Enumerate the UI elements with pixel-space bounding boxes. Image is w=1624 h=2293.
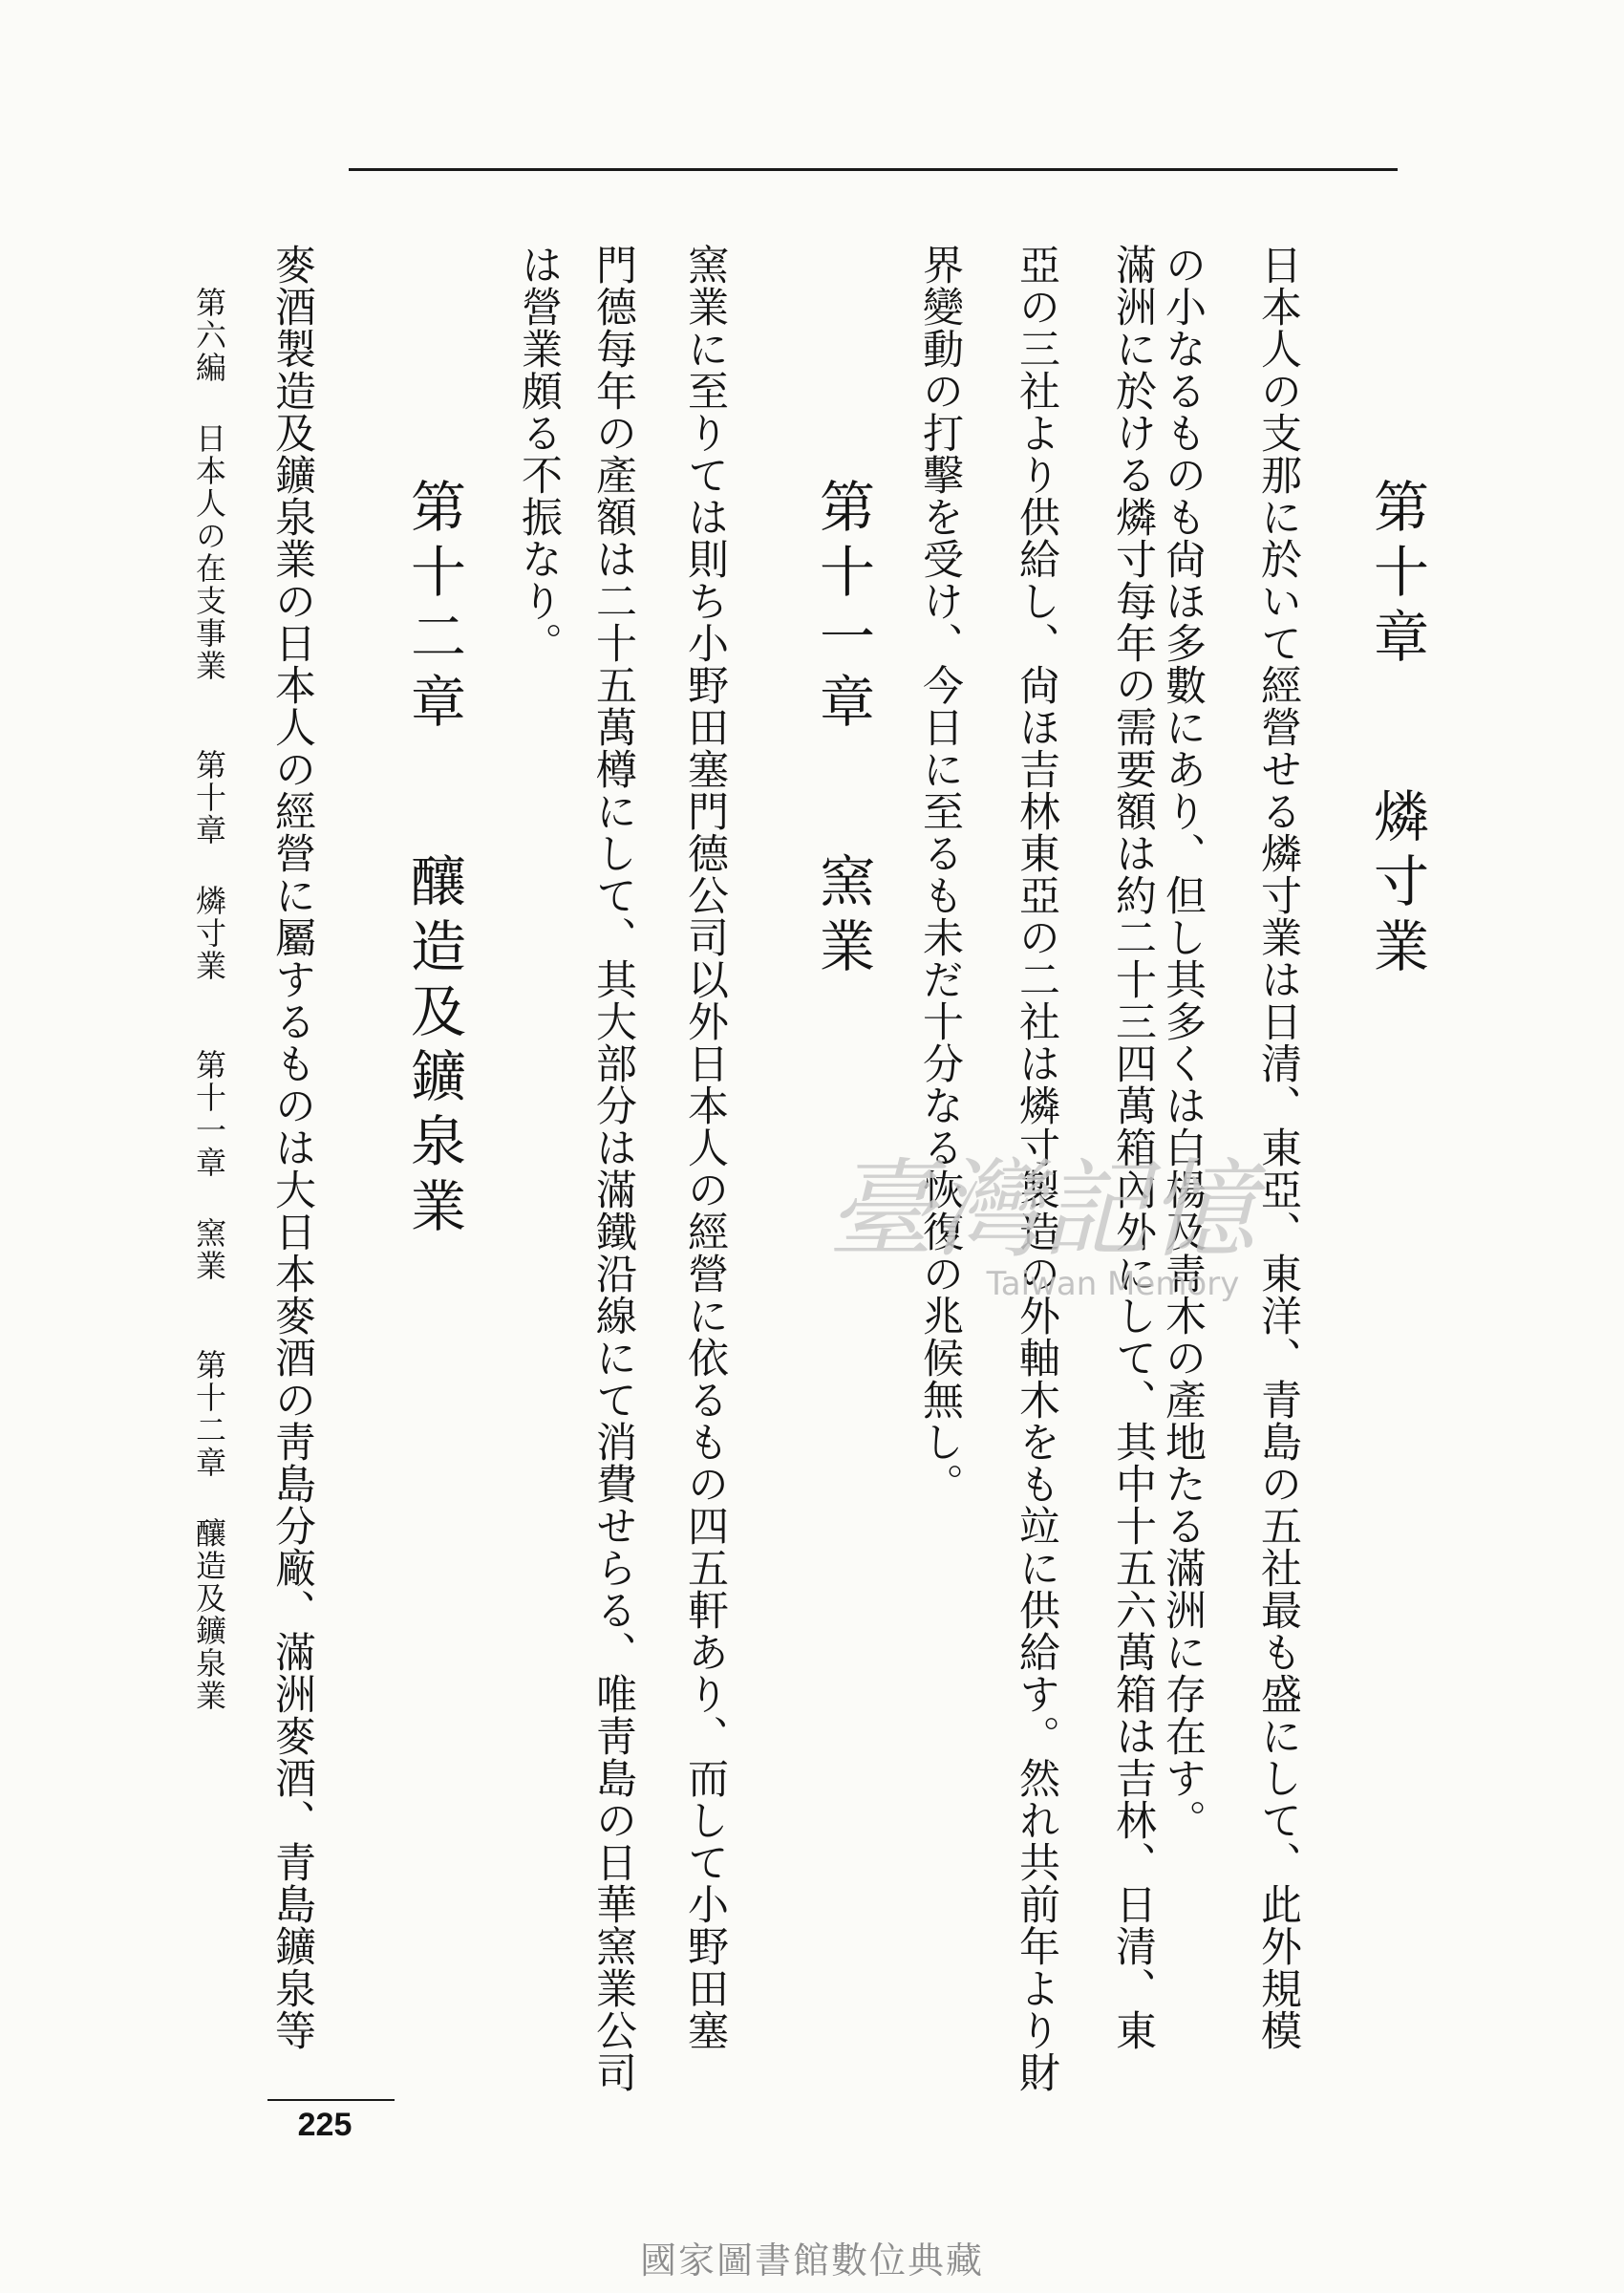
- page-number: 225: [297, 2107, 353, 2143]
- header-rule: [349, 168, 1398, 171]
- chapter10-number: 第十章: [1364, 478, 1429, 673]
- running-header-ch11: 第十一章: [191, 1049, 227, 1179]
- taiwan-memory-watermark: [812, 1142, 1271, 1304]
- chapter12-number: 第十二章: [401, 478, 466, 738]
- chapter10-line-1: 日本人の支那に於いて經營せる燐寸業は日清、東亞、東洋、青島の五社最も盛にして、此外規模: [1254, 244, 1302, 2051]
- chapter11-line-1: 窯業に至りては則ち小野田塞門德公司以外日本人の經營に依るもの四五軒あり、而して小野田塞: [681, 244, 729, 2051]
- footer-caption: 國家圖書館數位典藏: [639, 2239, 984, 2282]
- chapter10-line-4: 亞の三社より供給し、尙ほ吉林東亞の二社は燐寸製造の外軸木をも竝に供給す。然れ共前年より財: [1013, 244, 1060, 2093]
- chapter12-title: [394, 478, 474, 1242]
- chapter11-name: 窯業: [810, 852, 875, 982]
- chapter12-line-1: 麥酒製造及鑛泉業の日本人の經營に屬するものは大日本麥酒の靑島分廠、滿洲麥酒、青島鑛泉等: [268, 244, 316, 2051]
- running-header-part-title: 日本人の在支事業: [191, 422, 227, 682]
- running-header-ch12: 第十二章: [191, 1349, 227, 1479]
- running-header-ch10-title: 燐寸業: [191, 885, 227, 982]
- chapter10-title: [1357, 478, 1437, 982]
- running-header-ch10: 第十章: [191, 749, 227, 846]
- chapter10-name: 燐寸業: [1364, 787, 1429, 982]
- chapter10-line-3: 滿洲に於ける燐寸每年の需要額は約二十三四萬箱內外にして、其中十五六萬箱は吉林、日清、東: [1109, 244, 1157, 2051]
- running-header: [187, 287, 231, 1712]
- chapter11-number: 第十一章: [810, 478, 875, 738]
- running-header-ch12-title: 釀造及鑛泉業: [191, 1517, 227, 1712]
- running-header-part: 第六編: [191, 287, 227, 384]
- chapter11-title: [802, 478, 883, 982]
- watermark-main-text: 臺灣記憶: [827, 1148, 1255, 1273]
- chapter10-line-2: の小なるものも尙ほ多數にあり、但し其多くは白楊及靑木の產地たる滿洲に存在す。: [1159, 244, 1207, 1841]
- running-header-ch11-title: 窯業: [191, 1217, 227, 1282]
- watermark-sub-text: Taiwan Memory: [986, 1265, 1240, 1303]
- chapter12-name: 釀造及鑛泉業: [401, 852, 466, 1242]
- page-number-rule: [267, 2099, 395, 2101]
- chapter11-line-3: は營業頗る不振なり。: [515, 244, 563, 664]
- chapter10-line-5: 界變動の打擊を受け、今日に至るも未だ十分なる恢復の兆候無し。: [916, 244, 964, 1505]
- chapter11-line-2: 門德每年の產額は二十五萬樽にして、其大部分は滿鐵沿線にて消費せらる、唯靑島の日華窯業公司: [589, 244, 637, 2093]
